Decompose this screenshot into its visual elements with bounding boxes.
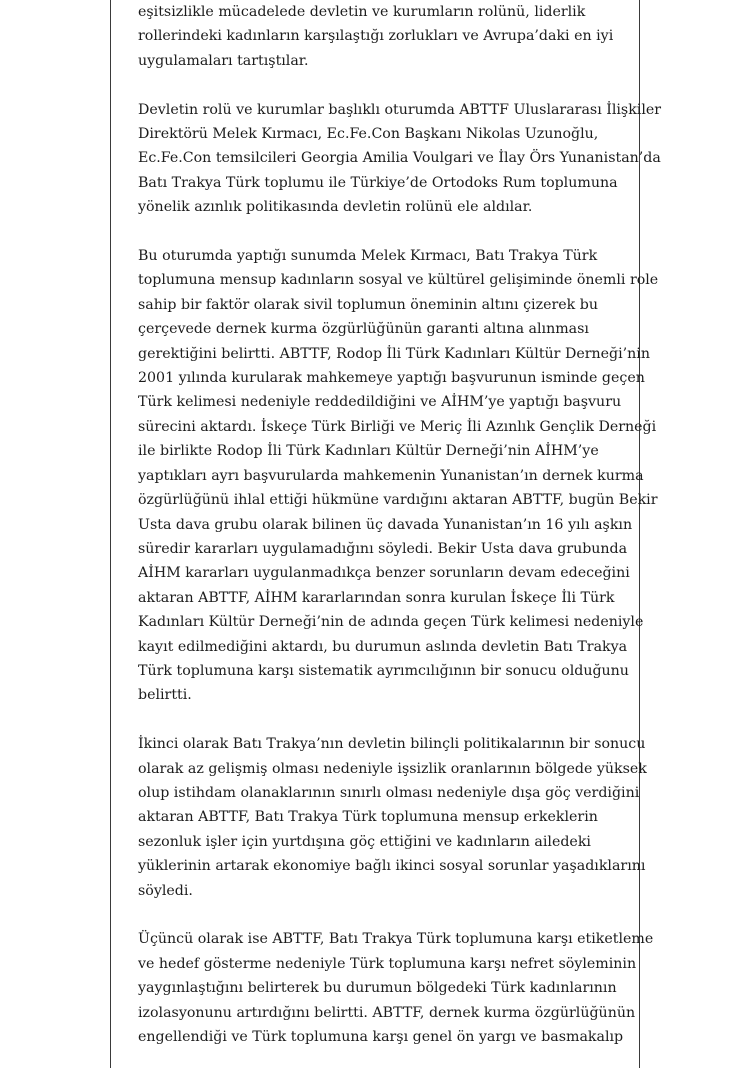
text-line: sahip bir faktör olarak sivil toplumun öneminin altını çizerek bu (138, 296, 598, 313)
text-line: izolasyonunu artırdığını belirtti. ABTTF, dernek kurma özgürlüğünün (138, 1004, 636, 1021)
text-line: Usta dava grubu olarak bilinen üç davada Yunanistan’ın 16 yılı aşkın (138, 516, 633, 533)
text-line: Üçüncü olarak ise ABTTF, Batı Trakya Türk toplumuna karşı etiketleme (138, 931, 654, 948)
text-line: Direktörü Melek Kırmacı, Ec.Fe.Con Başkanı Nikolas Uzunoğlu, (138, 126, 599, 143)
paragraph-gap (138, 73, 618, 97)
text-line: olarak az gelişmiş olması nedeniyle işsizlik oranlarının bölgede yüksek (138, 760, 647, 777)
text-line: yaptıkları ayrı başvurularda mahkemenin Yunanistan’ın dernek kurma (138, 467, 644, 484)
paragraph (138, 98, 662, 220)
text-line: süredir kararları uygulamadığını söyledi. Bekir Usta dava grubunda (138, 540, 628, 557)
text-line: sezonluk işler için yurtdışına göç ettiğini ve kadınların ailedeki (138, 833, 591, 850)
document-body (138, 0, 662, 1049)
paragraph-gap (138, 708, 618, 732)
text-line: Türk toplumuna karşı sistematik ayrımcılığının bir sonucu olduğunu (138, 662, 629, 679)
text-line: ile birlikte Rodop İli Türk Kadınları Kültür Derneği’nin AİHM’ye (138, 443, 599, 460)
paragraph (138, 0, 618, 73)
text-line: çerçevede dernek kurma özgürlüğünün garanti altına alınması (138, 321, 589, 338)
text-line: eşitsizlikle mücadelede devletin ve kurumların rolünü, liderlik (138, 4, 586, 20)
text-line: Bu oturumda yaptığı sunumda Melek Kırmacı, Batı Trakya Türk (138, 248, 598, 265)
text-line: belirtti. (138, 687, 192, 704)
text-line: İkinci olarak Batı Trakya’nın devletin bilinçli politikalarının bir sonucu (138, 736, 646, 753)
paragraph-gap (138, 220, 618, 244)
text-line: söyledi. (138, 882, 193, 899)
paragraph (138, 244, 659, 708)
text-line: toplumuna mensup kadınların sosyal ve kültürel gelişiminde önemli role (138, 272, 659, 289)
text-line: Kadınları Kültür Derneği’nin de adında geçen Türk kelimesi nedeniyle (138, 614, 644, 631)
text-line: olup istihdam olanaklarının sınırlı olması nedeniyle dışa göç verdiğini (138, 784, 640, 801)
text-line: Türk kelimesi nedeniyle reddedildiğini ve AİHM’ye yaptığı başvuru (138, 394, 622, 411)
paragraph (138, 927, 654, 1049)
text-line: ve hedef gösterme nedeniyle Türk toplumuna karşı nefret söyleminin (138, 955, 637, 972)
text-line: gerektiğini belirtti. ABTTF, Rodop İli Türk Kadınları Kültür Derneği’nin (138, 345, 650, 362)
text-line: Ec.Fe.Con temsilcileri Georgia Amilia Voulgari ve İlay Örs Yunanistan’da (138, 150, 661, 167)
text-line: özgürlüğünü ihlal ettiği hükmüne vardığını aktaran ABTTF, bugün Bekir (138, 492, 658, 509)
paragraph (138, 732, 647, 903)
text-line: sürecini aktardı. İskeçe Türk Birliği ve Meriç İli Azınlık Gençlik Derneği (138, 418, 657, 435)
text-line: yaygınlaştığını belirterek bu durumun bölgedeki Türk kadınlarının (138, 980, 617, 997)
text-line: engellendiği ve Türk toplumuna karşı genel ön yargı ve basmakalıp (138, 1029, 624, 1045)
text-line: Batı Trakya Türk toplumu ile Türkiye’de Ortodoks Rum toplumuna (138, 174, 618, 191)
text-line: uygulamaları tartıştılar. (138, 52, 309, 69)
text-line: Devletin rolü ve kurumlar başlıklı oturumda ABTTF Uluslararası İlişkiler (138, 101, 662, 118)
text-line: yüklerinin artarak ekonomiye bağlı ikinci sosyal sorunlar yaşadıklarını (138, 858, 646, 875)
text-line: aktaran ABTTF, Batı Trakya Türk toplumuna mensup erkeklerin (138, 809, 598, 826)
text-line: kayıt edilmediğini aktardı, bu durumun aslında devletin Batı Trakya (138, 638, 628, 655)
text-line: yönelik azınlık politikasında devletin rolünü ele aldılar. (138, 199, 533, 216)
paragraph-gap (138, 903, 618, 927)
text-line: rollerindeki kadınların karşılaştığı zorlukları ve Avrupa’daki en iyi (138, 28, 614, 45)
text-line: AİHM kararları uygulanmadıkça benzer sorunların devam edeceğini (138, 565, 630, 582)
text-line: aktaran ABTTF, AİHM kararlarından sonra kurulan İskeçe İli Türk (138, 589, 615, 606)
text-line: 2001 yılında kurularak mahkemeye yaptığı başvurunun isminde geçen (138, 370, 645, 387)
